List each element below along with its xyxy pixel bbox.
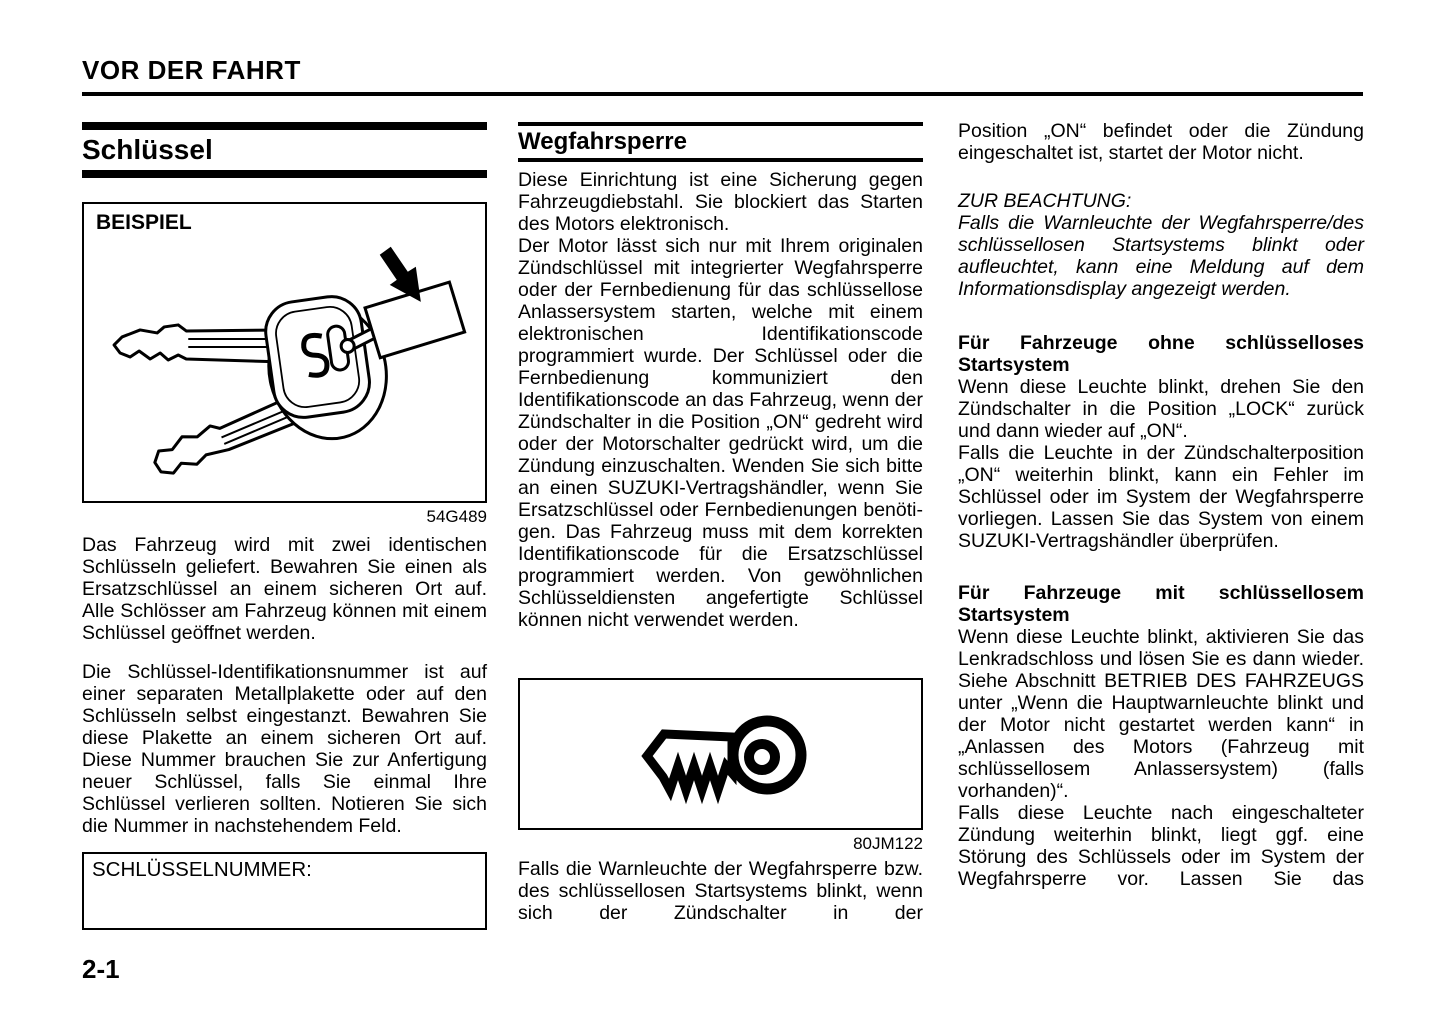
figure-immobilizer	[518, 678, 923, 830]
paragraph: Diese Einrichtung ist eine Sicherung gegen Fahrzeugdiebstahl. Sie blockiert das Starten des Motors elektronisch.	[518, 169, 923, 235]
figure-immobilizer-wrap	[518, 678, 923, 853]
figure-caption: 80JM122	[853, 834, 923, 853]
chapter-header: VOR DER FAHRT	[82, 55, 301, 85]
column-1	[82, 122, 487, 930]
paragraph: Das Fahrzeug wird mit zwei identischen Schlüsseln geliefert. Bewahren Sie einen als Ersatzschlüssel an einem sicheren Ort auf. Alle Schlösser am Fahrzeug können mit einem Schlüssel geöffnet werden.	[82, 534, 487, 644]
keys-illustration	[84, 204, 485, 501]
subsection-without-keyless	[958, 332, 1364, 552]
pointer-arrow-icon	[380, 247, 421, 302]
section-title-schluessel: Schlüssel	[82, 122, 487, 178]
key-number-box-label: SCHLÜSSELNUMMER:	[92, 858, 312, 881]
subsection-title: Für Fahrzeuge mit schlüssellosem Startsystem	[958, 582, 1364, 626]
paragraph: Falls die Warnleuchte der Wegfahrsperre bzw. des schlüssellosen Startsystems blinkt, wenn sich der Zündschalter in der	[518, 858, 923, 924]
column-3	[958, 120, 1364, 890]
figure-label: BEISPIEL	[96, 211, 192, 234]
paragraph: Falls die Leuchte in der Zündschalterposition „ON“ weiterhin blinkt, kann ein Fehler im Schlüssel oder im System der Wegfahrsperre vorliegen. Lassen Sie das System von einem SUZUKI-Vertragshändler überprüfen.	[958, 442, 1364, 552]
key-blade-upper	[114, 325, 284, 362]
figure-caption: 54G489	[426, 507, 487, 526]
subsection-title: Für Fahrzeuge ohne schlüsselloses Startsystem	[958, 332, 1364, 376]
column-2	[518, 122, 923, 1022]
paragraph: Der Motor lässt sich nur mit Ihrem originalen Zündschlüssel mit integrierter Wegfahrsperre oder der Fernbedienung für das schlüssellose Anlassersystem starten, welche mit einem elektronischen Identifikationscode programmiert wurde. Der Schlüssel oder die Fernbedienung kommuniziert den Identifikationscode an das Fahrzeug, wenn der Zündschalter in die Position „ON“ gedreht wird oder der Motorschalter gedrückt wird, um die Zündung einzuschalten. Wenden Sie sich bitte an einen SUZUKI-Vertragshändler, wenn Sie Ersatzschlüssel oder Fernbedienungen benötigen. Das Fahrzeug muss mit dem korrekten Identifikationscode für die Ersatzschlüssel programmiert werden. Von gewöhnlichen Schlüsseldiensten angefertigte Schlüssel können nicht verwendet werden.	[518, 235, 923, 631]
note-block	[958, 190, 1364, 300]
paragraph: Wenn diese Leuchte blinkt, drehen Sie den Zündschalter in die Position „LOCK“ zurück und dann wieder auf „ON“.	[958, 376, 1364, 442]
note-title: ZUR BEACHTUNG:	[958, 190, 1132, 212]
key-number-box	[82, 852, 487, 930]
figure-keys-example	[82, 202, 487, 503]
paragraph: Die Schlüssel-Identifikationsnummer ist auf einer separaten Metallplakette oder auf den Schlüsseln selbst eingestanzt. Bewahren Sie diese Plakette an einem sicheren Ort auf. Diese Nummer brauchen Sie zur Anfertigung neuer Schlüssel, falls Sie einmal Ihre Schlüssel verlieren sollten. Notieren Sie sich die Nummer in nachstehendem Feld.	[82, 661, 487, 837]
key-head-front	[262, 293, 373, 422]
section-title-wegfahrsperre: Wegfahrsperre	[518, 122, 923, 162]
page-number: 2-1	[82, 954, 120, 984]
paragraph: Position „ON“ befindet oder die Zündung eingeschaltet ist, startet der Motor nicht.	[958, 120, 1364, 164]
header-divider	[82, 92, 1363, 96]
paragraph: Falls diese Leuchte nach eingeschalteter Zündung weiterhin blinkt, liegt ggf. eine Störung des Schlüssels oder im System der Wegfahrsperre vor. Lassen Sie das	[958, 802, 1364, 890]
immobilizer-key-icon	[520, 680, 921, 828]
subsection-with-keyless	[958, 582, 1364, 890]
note-body: Falls die Warnleuchte der Wegfahrsperre/​des schlüssellosen Startsystems blinkt oder aufleuchtet, kann eine Meldung auf dem Informationsdisplay angezeigt werden.	[958, 212, 1364, 300]
paragraph: Wenn diese Leuchte blinkt, aktivieren Sie das Lenkradschloss und lösen Sie es dann wieder. Siehe Abschnitt BETRIEB DES FAHRZEUGS unter „Wenn die Hauptwarnleuchte blinkt und der Motor nicht gestartet werden kann“ in „Anlassen des Motors (Fahrzeug mit schlüssellosem Anlassersystem) (falls vorhanden)“.	[958, 626, 1364, 802]
